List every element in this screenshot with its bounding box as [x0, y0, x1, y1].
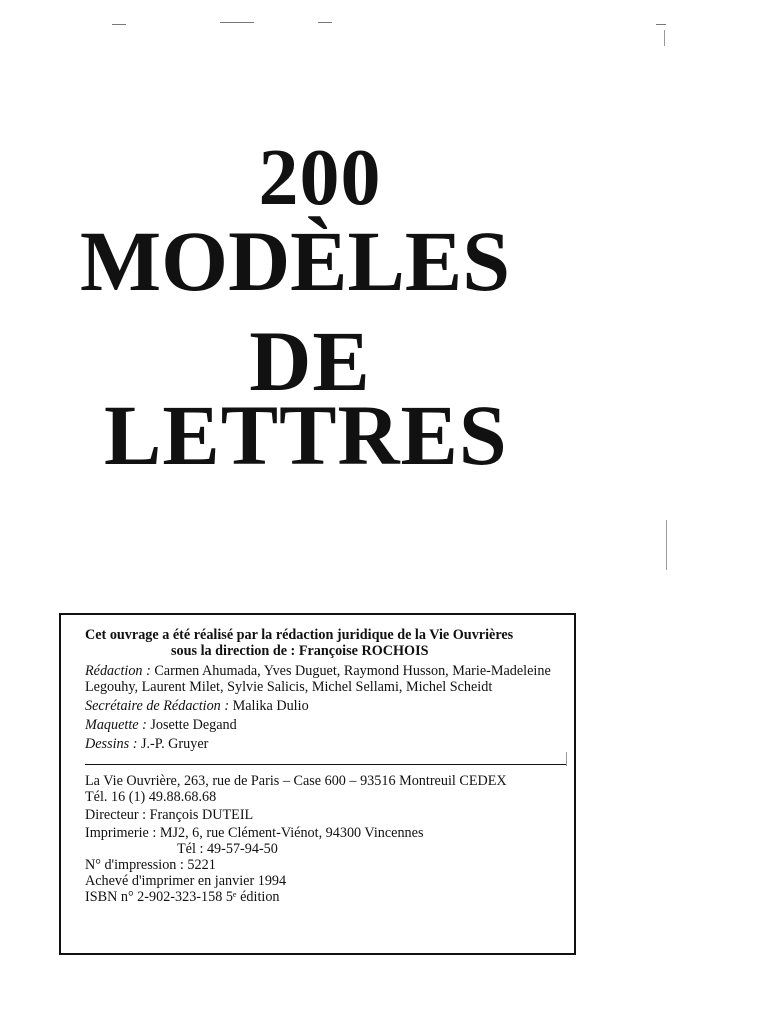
publisher-address: La Vie Ouvrière, 263, rue de Paris – Case 600 – 93516 Montreuil CEDEX: [85, 773, 507, 789]
scan-speck: [220, 22, 254, 23]
secretaire-row: [85, 698, 560, 714]
redaction-label: Rédaction :: [85, 663, 151, 679]
publisher-tel: Tél. 16 (1) 49.88.68.68: [85, 789, 217, 805]
publisher-directeur: Directeur : François DUTEIL: [85, 807, 254, 823]
scan-margin-mark: [666, 520, 667, 570]
scan-speck: [112, 24, 126, 25]
maquette-row: [85, 717, 560, 733]
publisher-info: [85, 773, 560, 905]
scan-speck: [318, 22, 332, 23]
publisher-imprimerie: Imprimerie : MJ2, 6, rue Clément-Viénot, 94300 Vincennes: [85, 825, 424, 841]
credits-direction: sous la direction de : Françoise ROCHOIS: [171, 643, 429, 659]
scan-margin-mark: [664, 30, 665, 46]
secretaire-label: Secrétaire de Rédaction :: [85, 698, 230, 714]
publisher-isbn: ISBN n° 2-902-323-158 5ᵉ édition: [85, 889, 280, 905]
title-modeles: MODÈLES: [80, 213, 511, 309]
redaction-value: Carmen Ahumada, Yves Duguet, Raymond Husson, Marie-Madeleine Legouhy, Laurent Milet, Sylvie Salicis, Michel Sellami, Michel Scheidt: [85, 663, 551, 695]
dessins-row: [85, 736, 560, 752]
maquette-value: Josette Degand: [150, 717, 237, 733]
credits-box: [59, 613, 576, 955]
credits-intro: Cet ouvrage a été réalisé par la rédaction juridique de la Vie Ouvrières: [85, 627, 514, 643]
title-lettres: LETTRES: [104, 387, 508, 483]
secretaire-value: Malika Dulio: [232, 698, 309, 714]
title-number: 200: [258, 134, 382, 222]
section-divider: [85, 764, 566, 765]
publisher-imprimerie-tel: Tél : 49-57-94-50: [177, 841, 278, 857]
scan-speck: [656, 24, 666, 25]
dessins-label: Dessins :: [85, 736, 138, 752]
publisher-print-date: Achevé d'imprimer en janvier 1994: [85, 873, 287, 889]
title-de: DE: [249, 313, 371, 409]
maquette-label: Maquette :: [85, 717, 147, 733]
publisher-impression-number: N° d'impression : 5221: [85, 857, 216, 873]
redaction-row: [85, 663, 560, 695]
dessins-value: J.-P. Gruyer: [140, 736, 209, 752]
